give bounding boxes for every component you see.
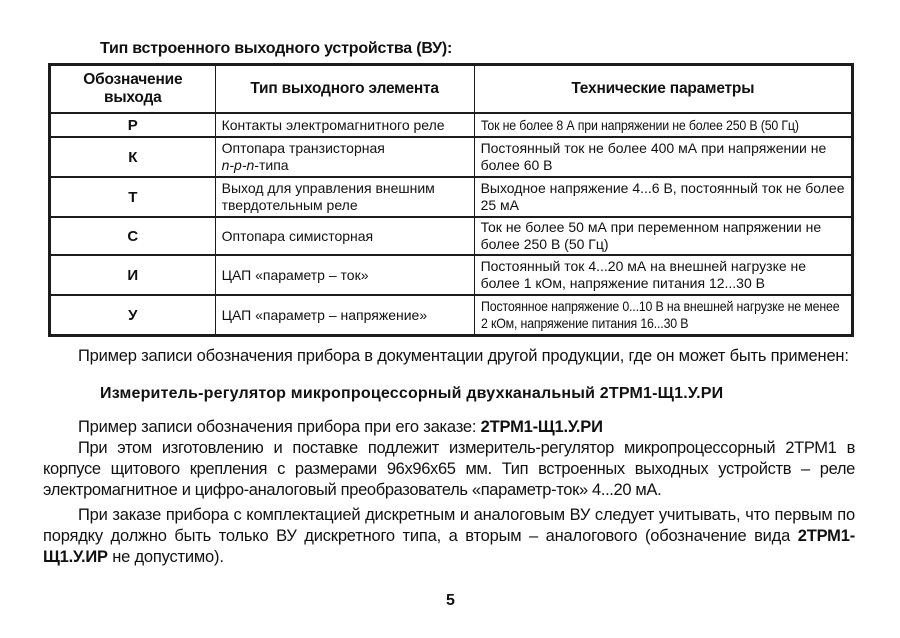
output-code: С: [50, 217, 216, 255]
paragraph-order-note: [43, 505, 855, 568]
element-type-cell: ЦАП «параметр – ток»: [215, 255, 474, 295]
order-example-text: Пример записи обозначения прибора при его заказе:: [78, 418, 481, 436]
element-type-italic: n-p-n: [221, 157, 255, 173]
table-row: [50, 217, 853, 255]
tech-params-cell: [474, 295, 852, 336]
paragraph-intro: Пример записи обозначения прибора в документации другой продукции, где он может быть применен:: [78, 347, 849, 365]
order-note-code: 2ТРМ1-Щ1.У.ИР: [43, 527, 855, 566]
element-type-text: Оптопара транзисторная: [221, 140, 385, 156]
table-row: [50, 295, 853, 336]
tech-params-cell: Выходное напряжение 4...6 В, постоянный ток не более 25 мА: [474, 177, 852, 217]
output-code: Т: [50, 177, 216, 217]
page-title: Тип встроенного выходного устройства (ВУ):: [100, 40, 453, 57]
tech-params-cell: [474, 113, 852, 137]
paragraph-supply-details: При этом изготовлению и поставке подлежит измеритель-регулятор микропроцессорный 2ТРМ1 в корпусе щитового крепления с размерами 96х96х65 мм. Тип встроенных выходных устройств – реле электромагнитное и цифро-аналоговый преобразователь «параметр-ток» 4...20 мА.: [43, 439, 855, 499]
order-example-code: 2ТРМ1-Щ1.У.РИ: [480, 418, 603, 436]
order-note-suffix: не допустимо).: [107, 548, 224, 566]
paragraph-order-example: [43, 417, 855, 438]
element-type-suffix: -типа: [254, 157, 289, 173]
tech-params-text: Постоянное напряжение 0...10 В на внешней нагрузке не менее 2 кОм, напряжение питания 16...30 В: [480, 298, 840, 331]
order-note-text: При заказе прибора с комплектацией дискретным и аналоговым ВУ следует учитывать, что первым по порядку должно быть только ВУ дискретного типа, а вторым – аналогового (обозначение вида: [43, 506, 855, 545]
element-type-cell: Выход для управления внешним твердотельным реле: [215, 177, 474, 217]
element-type-cell: Контакты электромагнитного реле: [215, 113, 474, 137]
output-device-table: [48, 63, 854, 337]
output-code: У: [50, 295, 216, 336]
tech-params-cell: Ток не более 50 мА при переменном напряжении не более 250 В (50 Гц): [474, 217, 852, 255]
column-header-element-type: Тип выходного элемента: [215, 65, 474, 114]
table-row: [50, 137, 853, 177]
element-type-cell: [215, 137, 474, 177]
column-header-designation: Обозначение выхода: [50, 65, 216, 114]
output-code: Р: [50, 113, 216, 137]
element-type-cell: Оптопара симисторная: [215, 217, 474, 255]
output-code: И: [50, 255, 216, 295]
table-row: [50, 177, 853, 217]
tech-params-cell: Постоянный ток 4...20 мА на внешней нагрузке не более 1 кОм, напряжение питания 12...30 В: [474, 255, 852, 295]
tech-params-cell: Постоянный ток не более 400 мА при напряжении не более 60 В: [474, 137, 852, 177]
device-designation-line: Измеритель-регулятор микропроцессорный двухканальный 2ТРМ1-Щ1.У.РИ: [100, 385, 724, 402]
table-header-row: [50, 65, 853, 114]
table-row: [50, 113, 853, 137]
page-number: 5: [446, 592, 455, 609]
table-row: [50, 255, 853, 295]
column-header-tech-params: Технические параметры: [474, 65, 852, 114]
element-type-cell: ЦАП «параметр – напряжение»: [215, 295, 474, 336]
output-code: К: [50, 137, 216, 177]
tech-params-text: Ток не более 8 А при напряжении не более 250 В (50 Гц): [480, 116, 799, 133]
